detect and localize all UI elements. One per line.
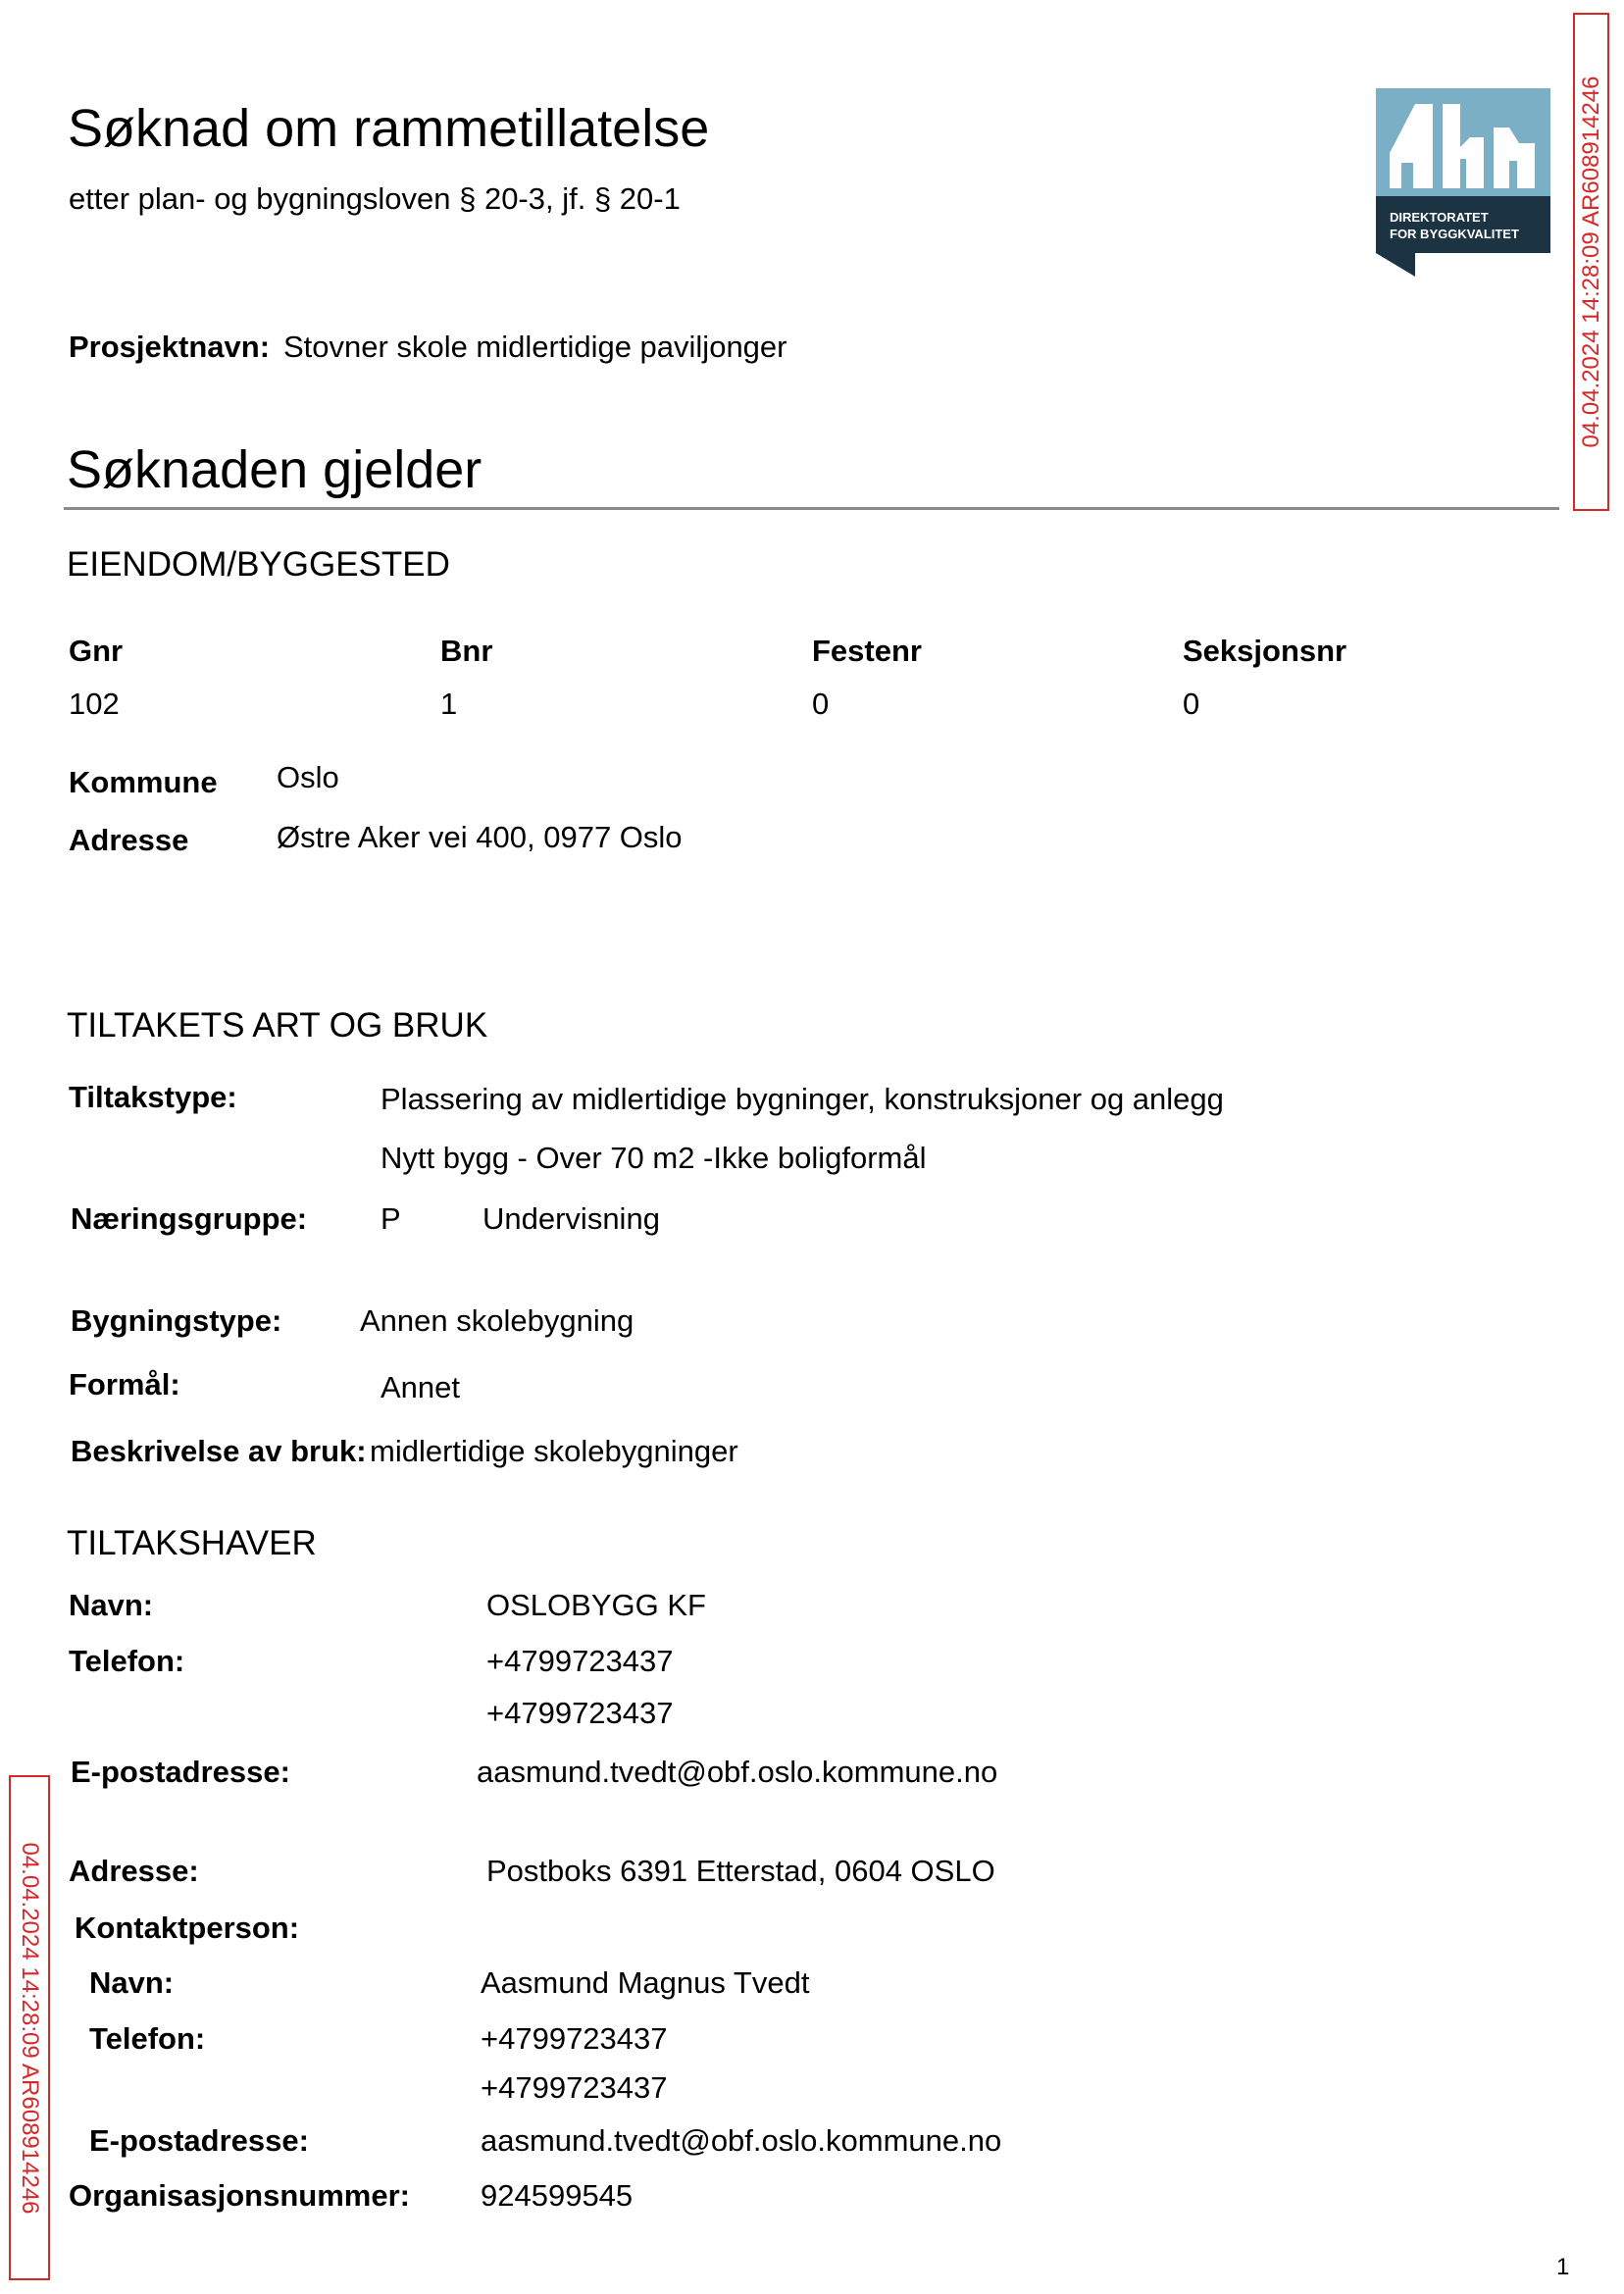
bygningstype-label: Bygningstype: <box>71 1303 282 1338</box>
owner-phone-value-1: +4799723437 <box>486 1644 674 1678</box>
naeringsgruppe-code: P <box>381 1201 401 1236</box>
owner-name-value: OSLOBYGG KF <box>486 1588 706 1622</box>
owner-heading: TILTAKSHAVER <box>67 1524 317 1562</box>
formal-label: Formål: <box>69 1367 180 1402</box>
bnr-value: 1 <box>440 687 458 721</box>
kommune-label: Kommune <box>69 765 218 799</box>
contact-name-label: Navn: <box>89 1965 175 2000</box>
tiltakstype-label: Tiltakstype: <box>69 1080 237 1114</box>
contact-phone-label: Telefon: <box>89 2021 206 2056</box>
formal-value: Annet <box>381 1370 461 1404</box>
logo-text-line2: FOR BYGGKVALITET <box>1390 227 1519 241</box>
adresse-label: Adresse <box>69 823 189 857</box>
owner-address-label: Adresse: <box>69 1854 199 1888</box>
tiltakstype-value-1: Plassering av midlertidige bygninger, konstruksjoner og anlegg <box>381 1082 1224 1116</box>
logo-graphic <box>1376 88 1550 277</box>
archive-stamp-text: 04.04.2024 14:28:09 AR608914246 <box>1577 76 1604 448</box>
archive-stamp-text-left: 04.04.2024 14:28:09 AR608914246 <box>17 1841 43 2215</box>
kommune-value: Oslo <box>277 760 339 794</box>
naeringsgruppe-label: Næringsgruppe: <box>71 1201 308 1236</box>
owner-name-label: Navn: <box>69 1588 154 1622</box>
section-divider <box>64 507 1559 510</box>
project-name-label: Prosjektnavn: <box>69 330 271 364</box>
property-heading: EIENDOM/BYGGESTED <box>67 545 450 584</box>
owner-phone-label: Telefon: <box>69 1644 185 1678</box>
owner-address-value: Postboks 6391 Etterstad, 0604 OSLO <box>486 1854 995 1888</box>
dibk-logo <box>1376 88 1550 277</box>
contact-email-value: aasmund.tvedt@obf.oslo.kommune.no <box>481 2123 1002 2158</box>
gnr-label: Gnr <box>69 634 124 668</box>
archive-stamp-right <box>1573 13 1609 511</box>
adresse-value: Østre Aker vei 400, 0977 Oslo <box>277 820 683 854</box>
org-number-label: Organisasjonsnummer: <box>69 2178 410 2213</box>
contact-person-label: Kontaktperson: <box>75 1911 300 1945</box>
tiltakstype-value-2: Nytt bygg - Over 70 m2 -Ikke boligformål <box>381 1141 927 1175</box>
owner-email-label: E-postadresse: <box>71 1755 290 1789</box>
contact-phone-value-2: +4799723437 <box>481 2070 668 2105</box>
contact-email-label: E-postadresse: <box>89 2123 309 2158</box>
festenr-value: 0 <box>812 687 830 721</box>
naeringsgruppe-value: Undervisning <box>482 1201 660 1236</box>
contact-phone-value-1: +4799723437 <box>481 2021 668 2056</box>
gnr-value: 102 <box>69 687 120 721</box>
logo-text-line1: DIREKTORATET <box>1390 210 1489 225</box>
page-title: Søknad om rammetillatelse <box>68 99 710 158</box>
archive-stamp-left <box>9 1775 50 2280</box>
beskrivelse-value: midlertidige skolebygninger <box>370 1434 738 1468</box>
owner-email-value: aasmund.tvedt@obf.oslo.kommune.no <box>477 1755 998 1789</box>
seksjonsnr-value: 0 <box>1183 687 1200 721</box>
project-name-value: Stovner skole midlertidige paviljonger <box>283 330 787 364</box>
measure-heading: TILTAKETS ART OG BRUK <box>67 1006 488 1045</box>
contact-name-value: Aasmund Magnus Tvedt <box>481 1965 810 2000</box>
bygningstype-value: Annen skolebygning <box>360 1303 634 1338</box>
org-number-value: 924599545 <box>481 2178 634 2213</box>
page-subtitle: etter plan- og bygningsloven § 20-3, jf. § 20-1 <box>69 181 681 216</box>
seksjonsnr-label: Seksjonsnr <box>1183 634 1347 668</box>
owner-phone-value-2: +4799723437 <box>486 1696 674 1730</box>
page-number: 1 <box>1556 2254 1570 2280</box>
festenr-label: Festenr <box>812 634 922 668</box>
bnr-label: Bnr <box>440 634 493 668</box>
beskrivelse-label: Beskrivelse av bruk: <box>71 1434 367 1468</box>
section-heading: Søknaden gjelder <box>67 440 482 499</box>
